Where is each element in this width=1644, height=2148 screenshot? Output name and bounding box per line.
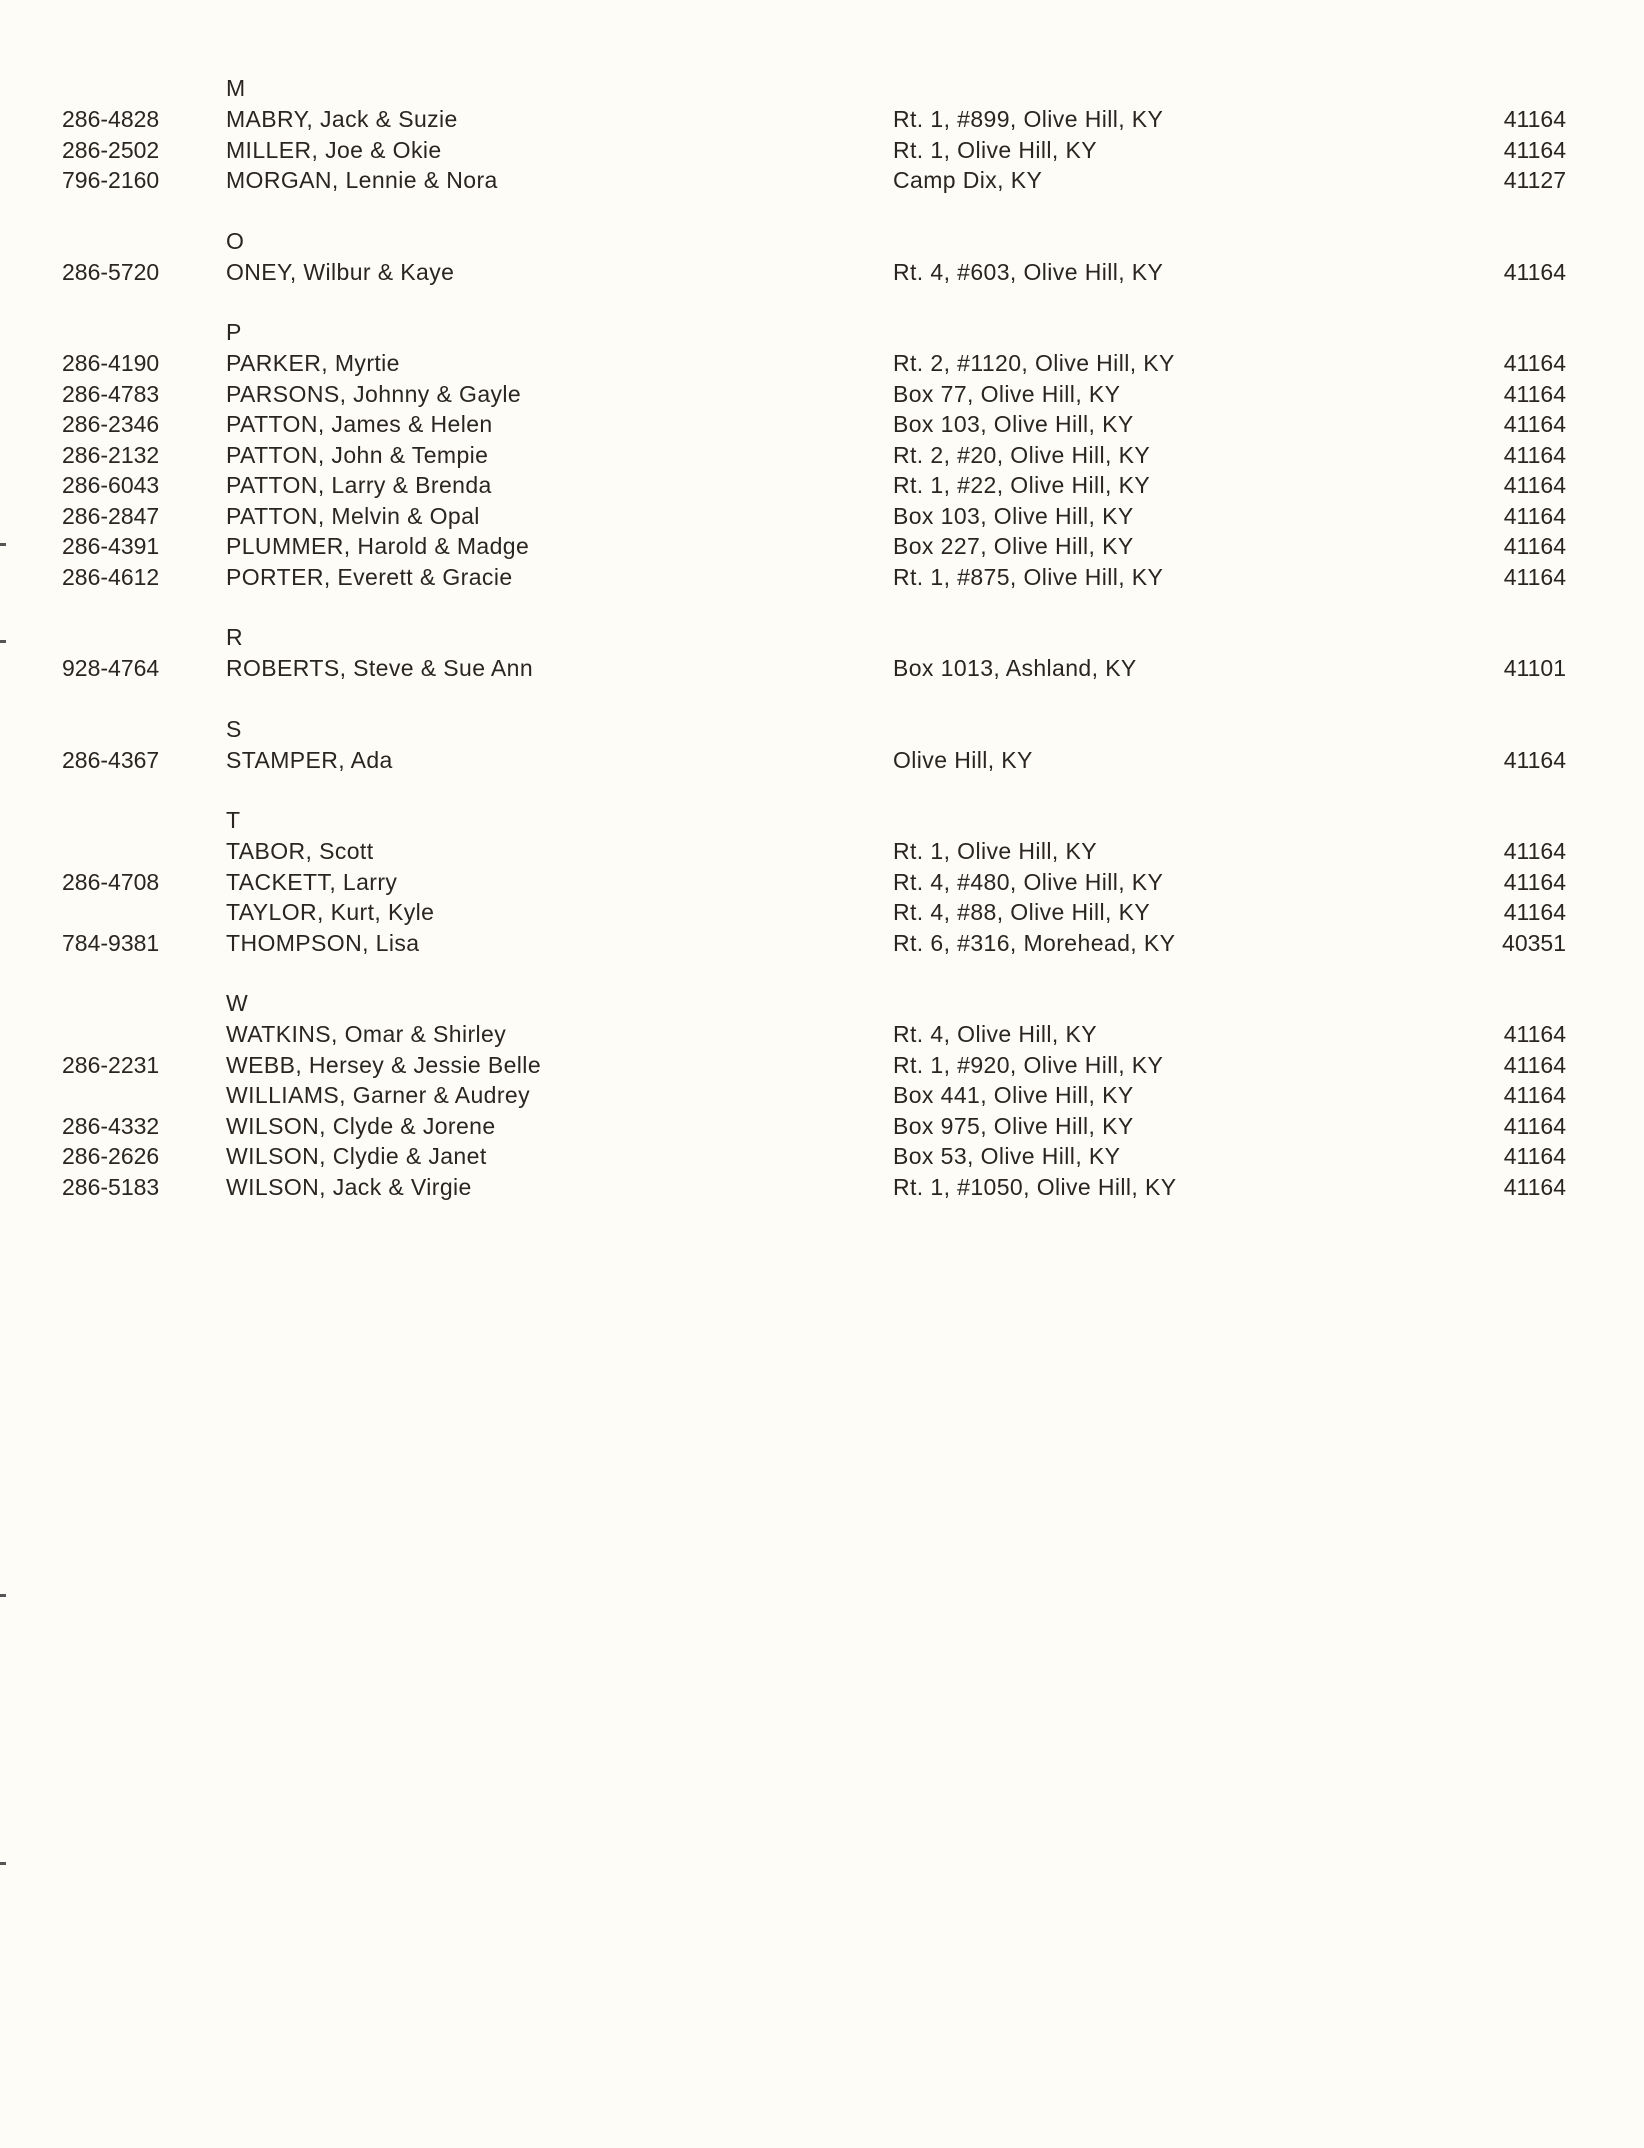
zip-code: 41164 (1503, 838, 1566, 864)
zip-code: 41164 (1503, 380, 1566, 407)
zip-code: 41164 (1503, 563, 1566, 590)
zip-code: 41127 (1503, 167, 1566, 193)
zip-code: 41101 (1503, 655, 1566, 681)
address: Rt. 1, #22, Olive Hill, KY (893, 472, 1151, 498)
directory-entry (0, 257, 1644, 288)
section-p (0, 317, 1644, 592)
directory-entry (0, 897, 1644, 928)
address: Rt. 1, Olive Hill, KY (893, 136, 1097, 163)
address: Box 103, Olive Hill, KY (893, 502, 1134, 529)
phone-number: 796-2160 (62, 167, 160, 193)
address: Rt. 2, #20, Olive Hill, KY (893, 441, 1151, 468)
directory-entry (0, 1019, 1644, 1050)
family-name: PATTON, Larry & Brenda (226, 472, 492, 498)
phone-number: 784-9381 (62, 929, 160, 956)
directory-entry (0, 409, 1644, 440)
family-name: WILSON, Clydie & Janet (226, 1143, 487, 1169)
directory-entry (0, 1111, 1644, 1142)
phone-number: 286-4332 (62, 1112, 160, 1139)
section-gap (0, 775, 1644, 805)
section-w (0, 988, 1644, 1202)
zip-code: 41164 (1503, 411, 1566, 437)
zip-code: 41164 (1503, 1112, 1566, 1139)
address: Rt. 1, #1050, Olive Hill, KY (893, 1173, 1177, 1200)
zip-code: 41164 (1503, 899, 1566, 925)
section-letter: W (226, 990, 248, 1016)
address: Box 53, Olive Hill, KY (893, 1143, 1121, 1169)
directory-entry (0, 165, 1644, 196)
address: Rt. 6, #316, Morehead, KY (893, 929, 1176, 956)
family-name: WEBB, Hersey & Jessie Belle (226, 1051, 542, 1078)
address: Rt. 4, Olive Hill, KY (893, 1021, 1097, 1047)
directory-entry (0, 928, 1644, 959)
directory-entry (0, 348, 1644, 379)
zip-code: 41164 (1503, 258, 1566, 285)
directory-entry (0, 470, 1644, 501)
section-letter: O (226, 227, 244, 254)
family-name: MORGAN, Lennie & Nora (226, 167, 498, 193)
family-name: ONEY, Wilbur & Kaye (226, 258, 455, 285)
zip-code: 41164 (1503, 1173, 1566, 1200)
section-gap (0, 592, 1644, 622)
phone-number: 286-5720 (62, 258, 160, 285)
section-gap (0, 196, 1644, 226)
address: Rt. 4, #603, Olive Hill, KY (893, 258, 1164, 285)
phone-number: 286-2502 (62, 136, 160, 163)
phone-number: 286-2346 (62, 411, 160, 437)
address: Box 103, Olive Hill, KY (893, 411, 1134, 437)
binding-mark (0, 640, 6, 643)
directory-entry (0, 653, 1644, 684)
directory-entry (0, 379, 1644, 410)
section-letter: T (226, 807, 241, 833)
binding-mark (0, 543, 6, 546)
section-s (0, 714, 1644, 776)
address: Box 77, Olive Hill, KY (893, 380, 1121, 407)
phone-number: 286-2626 (62, 1143, 160, 1169)
section-letter: M (226, 75, 246, 101)
address: Box 1013, Ashland, KY (893, 655, 1137, 681)
phone-number: 286-2132 (62, 441, 160, 468)
directory-entry (0, 531, 1644, 562)
phone-number: 286-4612 (62, 563, 160, 590)
directory-entry (0, 440, 1644, 471)
phone-number: 286-6043 (62, 472, 160, 498)
directory-entry (0, 1172, 1644, 1203)
phone-number: 286-4190 (62, 350, 160, 376)
family-name: WILSON, Jack & Virgie (226, 1173, 472, 1200)
section-letter: P (226, 319, 242, 345)
family-name: PARSONS, Johnny & Gayle (226, 380, 522, 407)
phone-number: 286-4367 (62, 746, 160, 773)
family-name: MABRY, Jack & Suzie (226, 106, 458, 132)
section-letter: R (226, 624, 243, 650)
section-t (0, 805, 1644, 958)
family-name: WILLIAMS, Garner & Audrey (226, 1082, 531, 1108)
directory-entry (0, 135, 1644, 166)
family-name: PATTON, John & Tempie (226, 441, 489, 468)
family-name: PARKER, Myrtie (226, 350, 400, 376)
address: Rt. 1, #875, Olive Hill, KY (893, 563, 1164, 590)
section-gap (0, 958, 1644, 988)
directory-entry (0, 836, 1644, 867)
zip-code: 41164 (1503, 1082, 1566, 1108)
address: Olive Hill, KY (893, 746, 1033, 773)
section-o (0, 226, 1644, 288)
directory-entry (0, 501, 1644, 532)
directory-entry (0, 1080, 1644, 1111)
phone-number: 286-5183 (62, 1173, 160, 1200)
phone-number: 286-4708 (62, 868, 160, 895)
section-m (0, 73, 1644, 196)
zip-code: 41164 (1503, 533, 1566, 559)
address: Rt. 1, #899, Olive Hill, KY (893, 106, 1164, 132)
zip-code: 41164 (1503, 1143, 1566, 1169)
family-name: PLUMMER, Harold & Madge (226, 533, 530, 559)
family-name: STAMPER, Ada (226, 746, 393, 773)
address: Rt. 1, #920, Olive Hill, KY (893, 1051, 1164, 1078)
phone-number: 286-4391 (62, 533, 160, 559)
address: Box 441, Olive Hill, KY (893, 1082, 1134, 1108)
directory-entry (0, 1050, 1644, 1081)
phone-number: 286-2231 (62, 1051, 160, 1078)
directory-entry (0, 1141, 1644, 1172)
zip-code: 41164 (1503, 868, 1566, 895)
zip-code: 41164 (1503, 1021, 1566, 1047)
phone-number: 286-2847 (62, 502, 160, 529)
phone-number: 286-4828 (62, 106, 160, 132)
directory-entry (0, 104, 1644, 135)
binding-mark (0, 1594, 6, 1597)
section-gap (0, 684, 1644, 714)
family-name: MILLER, Joe & Okie (226, 136, 442, 163)
section-gap (0, 287, 1644, 317)
directory-entry (0, 745, 1644, 776)
zip-code: 41164 (1503, 441, 1566, 468)
zip-code: 41164 (1503, 502, 1566, 529)
family-name: PORTER, Everett & Gracie (226, 563, 513, 590)
address: Rt. 1, Olive Hill, KY (893, 838, 1097, 864)
family-name: PATTON, James & Helen (226, 411, 493, 437)
phone-number: 928-4764 (62, 655, 160, 681)
family-name: TACKETT, Larry (226, 868, 398, 895)
address: Rt. 2, #1120, Olive Hill, KY (893, 350, 1175, 376)
family-name: TABOR, Scott (226, 838, 374, 864)
section-letter: S (226, 715, 242, 742)
directory-listing (0, 73, 1644, 1202)
family-name: WATKINS, Omar & Shirley (226, 1021, 507, 1047)
family-name: ROBERTS, Steve & Sue Ann (226, 655, 534, 681)
family-name: WILSON, Clyde & Jorene (226, 1112, 496, 1139)
address: Camp Dix, KY (893, 167, 1043, 193)
zip-code: 41164 (1503, 106, 1566, 132)
zip-code: 41164 (1503, 350, 1566, 376)
zip-code: 41164 (1503, 746, 1566, 773)
directory-entry (0, 867, 1644, 898)
directory-entry (0, 562, 1644, 593)
zip-code: 41164 (1503, 1051, 1566, 1078)
family-name: TAYLOR, Kurt, Kyle (226, 899, 435, 925)
address: Rt. 4, #480, Olive Hill, KY (893, 868, 1164, 895)
address: Box 227, Olive Hill, KY (893, 533, 1134, 559)
zip-code: 40351 (1502, 929, 1566, 956)
zip-code: 41164 (1503, 472, 1566, 498)
zip-code: 41164 (1503, 136, 1566, 163)
phone-number: 286-4783 (62, 380, 160, 407)
binding-mark (0, 1862, 6, 1865)
section-r (0, 622, 1644, 684)
address: Rt. 4, #88, Olive Hill, KY (893, 899, 1151, 925)
address: Box 975, Olive Hill, KY (893, 1112, 1134, 1139)
family-name: THOMPSON, Lisa (226, 929, 420, 956)
family-name: PATTON, Melvin & Opal (226, 502, 480, 529)
